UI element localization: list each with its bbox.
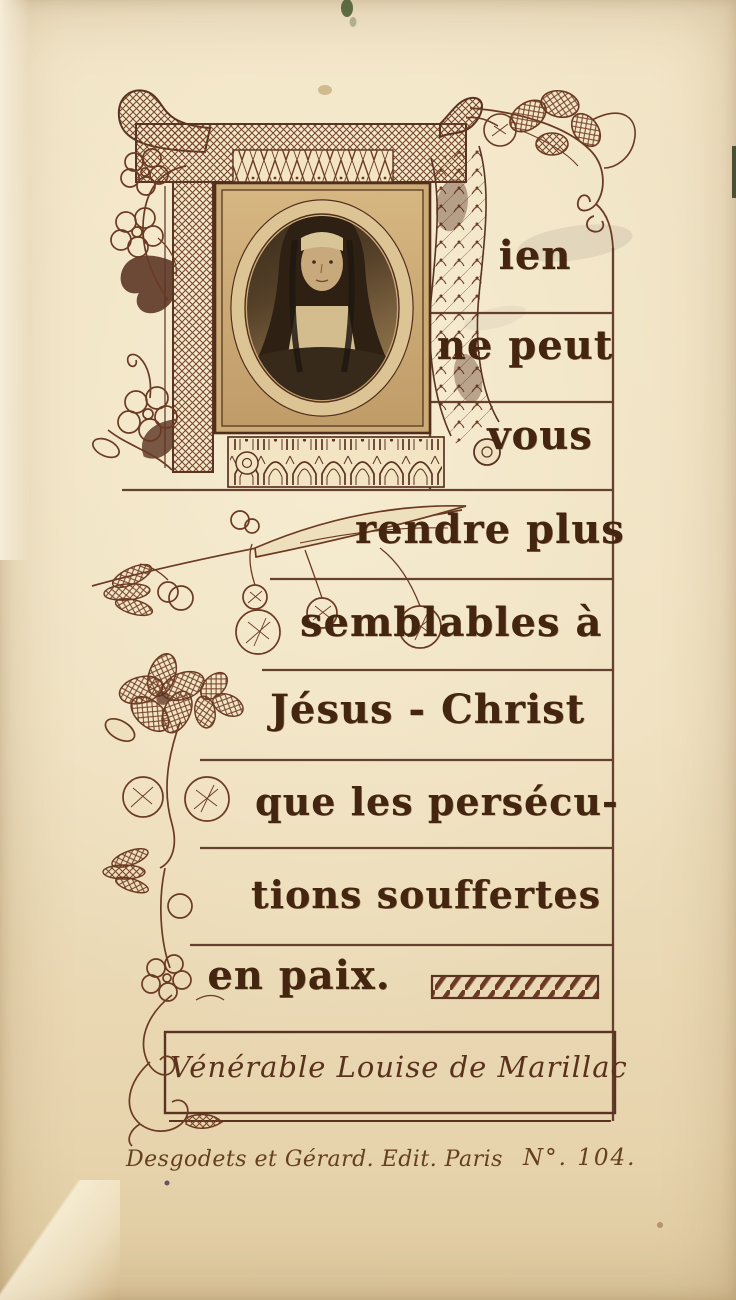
flower-cluster [116, 650, 246, 738]
portrait [215, 183, 430, 433]
quote-line-9: en paix. [207, 952, 391, 999]
quote-line-2: ne peut [436, 322, 614, 369]
quote-line-1: ien [498, 232, 572, 279]
quote-line-7: que les persécu- [255, 779, 619, 824]
braid-ornament [432, 976, 598, 998]
flower-ornament-top-right [466, 88, 635, 168]
bud-cluster-2 [103, 845, 150, 896]
card-number: N°. 104. [523, 1145, 637, 1171]
quote-line-6: Jésus - Christ [270, 686, 586, 733]
publisher-imprint: Desgodets et Gérard. Edit. Paris [126, 1147, 503, 1172]
quote-line-3: vous [487, 412, 593, 459]
bud-cluster-1 [103, 560, 154, 619]
quote-line-8: tions souffertes [251, 872, 601, 917]
flower-low [142, 955, 191, 1001]
quote-line-5: semblables à [300, 599, 603, 646]
attribution-text: Vénérable Louise de Marillac [170, 1050, 628, 1084]
quote-line-4: rendre plus [355, 506, 625, 553]
